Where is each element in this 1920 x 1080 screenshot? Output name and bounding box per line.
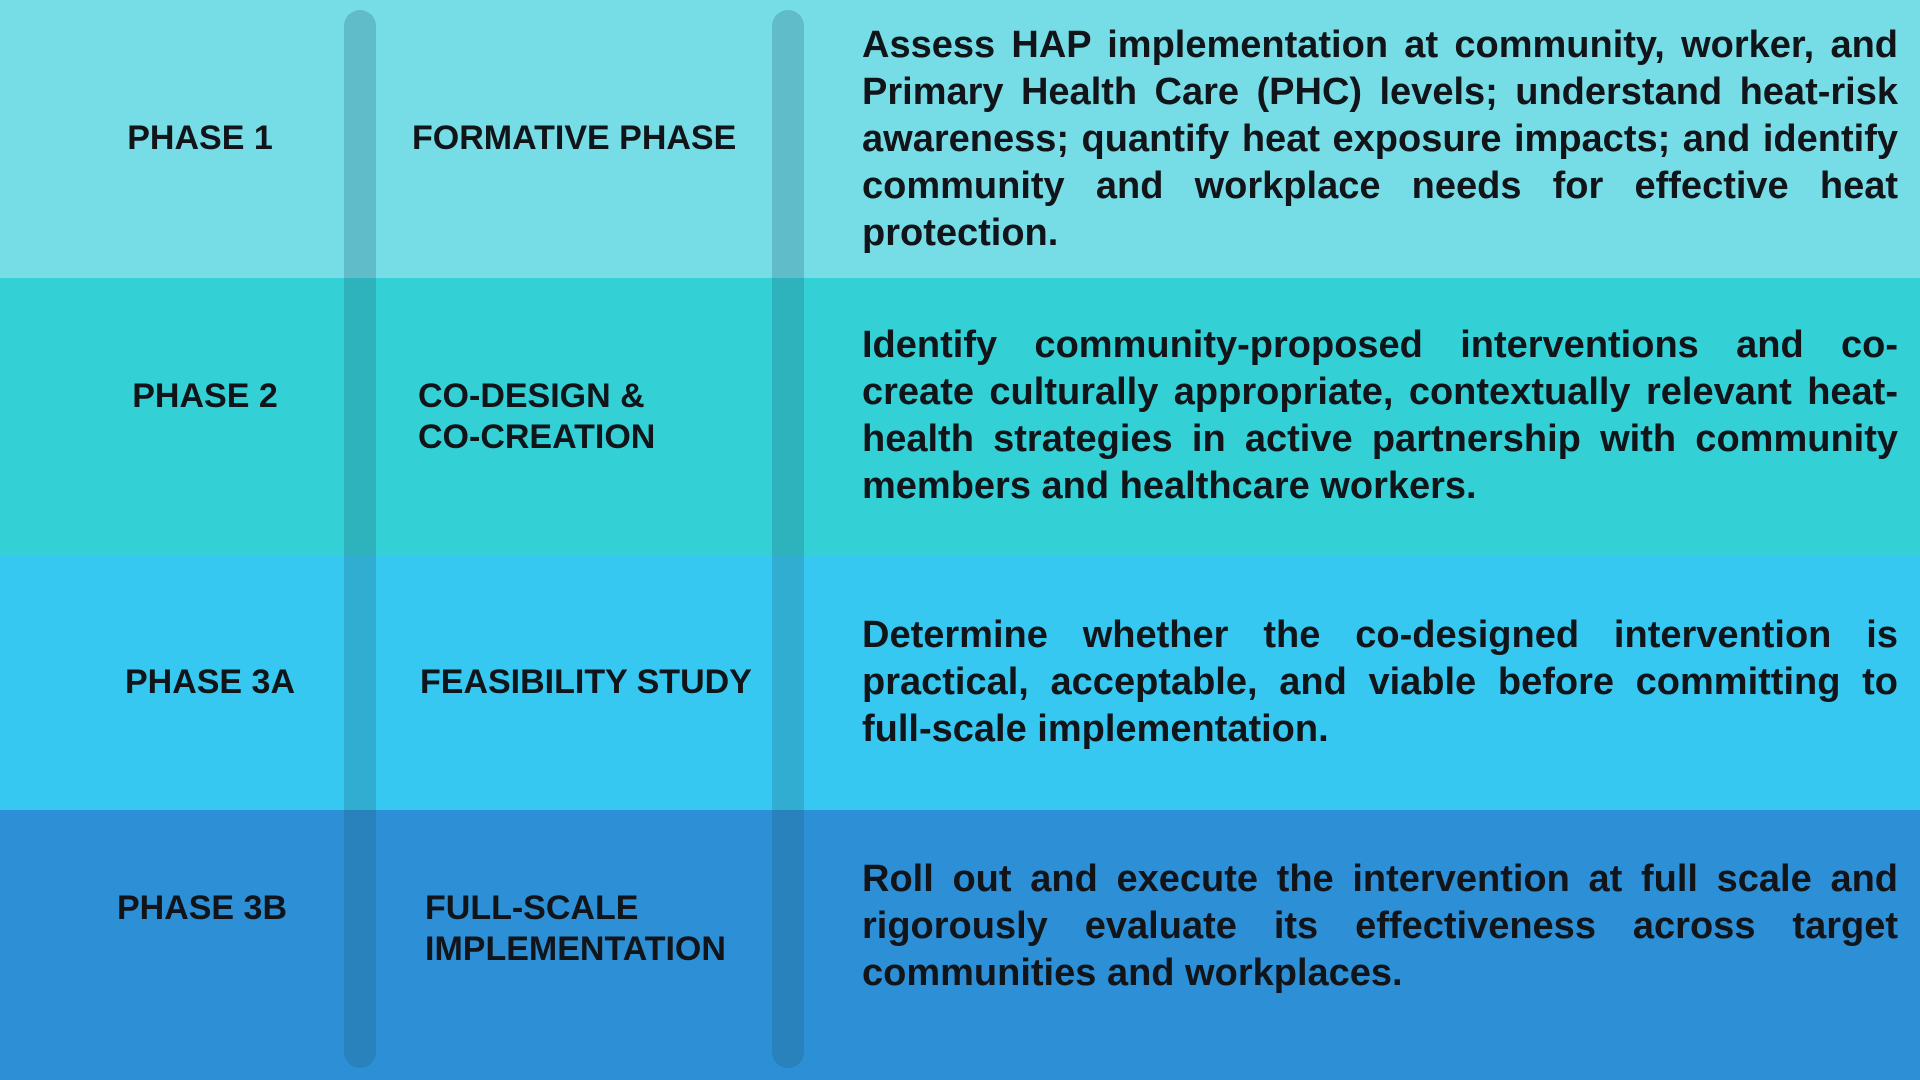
phase-name: FULL-SCALE IMPLEMENTATION xyxy=(425,889,726,968)
phase-description: Assess HAP implementation at community, worker, and Primary Health Care (PHC) levels; understand heat-risk awareness; quantify heat exposure impacts; and identify community and workplace needs for effective heat protection. xyxy=(862,24,1898,254)
phase-row-2 xyxy=(0,278,1920,556)
phase-row-1 xyxy=(0,0,1920,278)
column-divider-left xyxy=(344,10,376,1068)
phase-name: FEASIBILITY STUDY xyxy=(420,663,752,701)
phase-description: Roll out and execute the intervention at full scale and rigorously evaluate its effectiveness across target communities and workplaces. xyxy=(862,858,1898,994)
phase-label: PHASE 3B xyxy=(116,889,288,927)
column-divider-right xyxy=(772,10,804,1068)
phase-name: FORMATIVE PHASE xyxy=(412,119,737,157)
phase-row-4 xyxy=(0,810,1920,1080)
phase-description: Determine whether the co-designed intervention is practical, acceptable, and viable before committing to full-scale implementation. xyxy=(862,614,1898,750)
phase-name: CO-DESIGN & CO-CREATION xyxy=(418,377,656,456)
phase-row-3 xyxy=(0,556,1920,810)
phase-label: PHASE 2 xyxy=(132,377,278,415)
phase-label: PHASE 1 xyxy=(127,119,273,157)
phase-description: Identify community-proposed interventions and co-create culturally appropriate, contextually relevant heat-health strategies in active partnership with community members and healthcare workers. xyxy=(862,324,1898,507)
phase-label: PHASE 3A xyxy=(124,663,296,701)
